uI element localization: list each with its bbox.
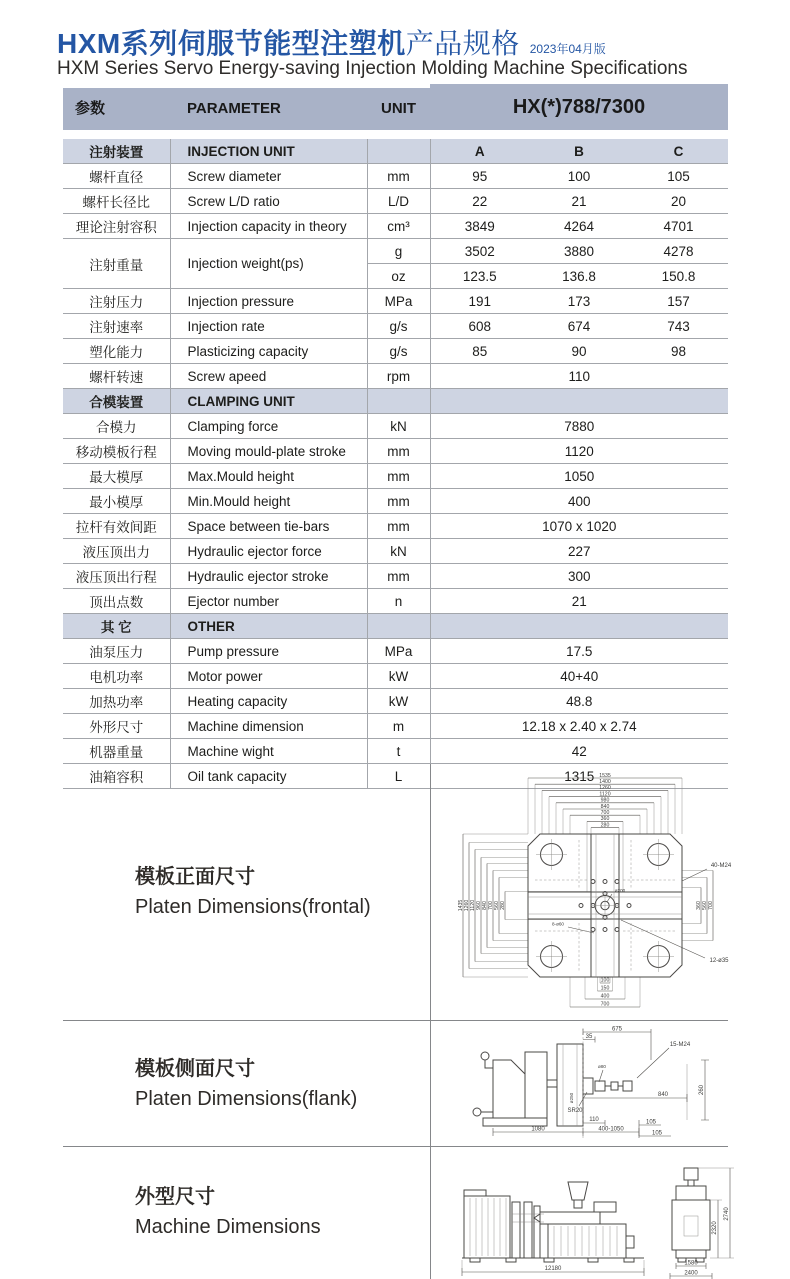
cell-empty [430,614,728,639]
spec-row [63,339,728,364]
unit: mm [367,514,430,539]
unit: g/s [367,314,430,339]
dim-label: 100 [600,977,610,984]
val-span: 1120 [430,439,728,464]
page-subtitle-en: HXM Series Servo Energy-saving Injection Molding Machine Specifications [57,58,688,79]
section-en: OTHER [170,614,367,639]
param-en: Injection pressure [170,289,367,314]
hole-spec-label: 12-ø35 [709,958,729,964]
param-en: Plasticizing capacity [170,339,367,364]
cell-empty [367,389,430,414]
cell-empty [367,139,430,164]
header-param-en: PARAMETER [187,100,281,117]
param-en: Min.Mould height [170,489,367,514]
section-cn: 合模装置 [63,389,170,414]
val-a: 3502 [430,239,529,264]
dim-label: 280 [499,901,506,910]
platen-outline [528,834,682,977]
header-model-number: HX(*)788/7300 [512,96,646,118]
param-en: Motor power [170,664,367,689]
dim-label: 560 [701,901,708,910]
unit: MPa [367,639,430,664]
machine-end-view [672,1168,710,1262]
param-en: Ejector number [170,589,367,614]
unit: L [367,764,430,789]
param-cn: 合模力 [63,414,170,439]
param-cn: 油泵压力 [63,639,170,664]
flank-section-label [135,1052,357,1111]
dim-label: 980 [600,797,610,804]
spec-row [63,439,728,464]
variant-col-b: B [529,139,629,164]
spec-row [63,414,728,439]
param-cn: 注射压力 [63,289,170,314]
frontal-platen-drawing [455,770,745,1016]
val-b: 136.8 [529,264,629,289]
param-cn: 移动模板行程 [63,439,170,464]
dim-label: 675 [611,1026,623,1033]
header-unit: UNIT [381,100,416,117]
dim-label: ø80 [598,1064,606,1069]
param-en: Machine wight [170,739,367,764]
unit: g/s [367,339,430,364]
param-en: Hydraulic ejector stroke [170,564,367,589]
spec-row [63,164,728,189]
dim-label: 1580 [684,1260,698,1267]
param-cn: 螺杆直径 [63,164,170,189]
val-b: 3880 [529,239,629,264]
param-en: Moving mould-plate stroke [170,439,367,464]
dim-label: 1080 [531,1126,545,1133]
val-b: 4264 [529,214,629,239]
unit: g [367,239,430,264]
val-c: 4701 [629,214,728,239]
spec-row [63,314,728,339]
bolt-spec-label: 15-M24 [669,1042,691,1048]
section-row-other [63,614,728,639]
val-c: 105 [629,164,728,189]
center-dia-label: ø200 [614,888,626,893]
param-cn: 机器重量 [63,739,170,764]
dim-label: 105 [645,1119,657,1126]
spec-row [63,189,728,214]
val-a: 123.5 [430,264,529,289]
val-span: 110 [430,364,728,389]
spec-row [63,289,728,314]
flank-label-cn: 模板侧面尺寸 [135,1058,255,1080]
param-en: Oil tank capacity [170,764,367,789]
val-a: 95 [430,164,529,189]
val-b: 100 [529,164,629,189]
section-en: INJECTION UNIT [170,139,367,164]
dim-label: 150 [600,985,610,992]
val-b: 674 [529,314,629,339]
param-cn: 顶出点数 [63,589,170,614]
dim-label: 700 [487,901,494,910]
title-main-cn: HXM系列伺服节能型注塑机 [57,28,406,59]
val-span: 48.8 [430,689,728,714]
param-en: Pump pressure [170,639,367,664]
dim-label: 1260 [599,785,611,792]
unit: L/D [367,189,430,214]
val-span: 400 [430,489,728,514]
spec-row [63,589,728,614]
param-cn: 理论注射容积 [63,214,170,239]
frontal-section-label [135,860,371,919]
val-span: 1050 [430,464,728,489]
spec-row [63,689,728,714]
unit: kW [367,664,430,689]
val-c: 157 [629,289,728,314]
dim-label: SR20 [567,1108,583,1114]
spec-row [63,539,728,564]
cell-empty [367,614,430,639]
param-cn: 液压顶出行程 [63,564,170,589]
unit: n [367,589,430,614]
spec-row [63,464,728,489]
spec-row [63,214,728,239]
machine-section-label [135,1180,321,1239]
spec-row [63,564,728,589]
unit: mm [367,439,430,464]
dim-label: 110 [589,1117,599,1123]
section-cn: 其 它 [63,614,170,639]
val-span: 17.5 [430,639,728,664]
val-span: 42 [430,739,728,764]
param-en: Space between tie-bars [170,514,367,539]
spec-row [63,714,728,739]
dim-label: 840 [657,1092,669,1098]
dim-label: 1260 [463,899,470,912]
val-span: 7880 [430,414,728,439]
dim-label: 960 [475,901,482,910]
val-c: 20 [629,189,728,214]
val-b: 173 [529,289,629,314]
spec-row [63,739,728,764]
spec-row [63,239,728,264]
spec-row [63,489,728,514]
dim-label: 2740 [724,1207,730,1221]
unit: mm [367,489,430,514]
spec-row [63,639,728,664]
flank-platen-drawing [465,1024,735,1144]
param-cn: 液压顶出力 [63,539,170,564]
param-en: Injection capacity in theory [170,214,367,239]
unit: mm [367,464,430,489]
param-cn: 塑化能力 [63,339,170,364]
val-b: 21 [529,189,629,214]
unit: rpm [367,364,430,389]
val-c: 743 [629,314,728,339]
val-span: 227 [430,539,728,564]
param-en: Hydraulic ejector force [170,539,367,564]
val-a: 3849 [430,214,529,239]
dim-label: 1435 [457,899,464,912]
section-en: CLAMPING UNIT [170,389,367,414]
dim-label: 1400 [599,779,611,785]
val-span: 1315 [430,764,728,789]
diagram-row-divider [63,1146,728,1147]
dim-label: 2320 [712,1221,718,1235]
dim-label: 280 [600,822,610,829]
hole-spec-label: 8-ø60 [551,921,565,927]
spec-row [63,364,728,389]
machine-label-en: Machine Dimensions [135,1216,321,1238]
dim-label: 840 [600,803,610,810]
unit: oz [367,264,430,289]
dim-label: 840 [481,901,488,910]
diagram-column-divider [430,764,431,1279]
param-cn: 最小模厚 [63,489,170,514]
param-cn: 螺杆长径比 [63,189,170,214]
param-cn: 外形尺寸 [63,714,170,739]
dim-label: 560 [493,901,500,910]
machine-label-cn: 外型尺寸 [135,1186,215,1208]
machine-dimensions-drawing [448,1156,748,1279]
variant-col-a: A [430,139,529,164]
unit: kN [367,414,430,439]
diagram-row-divider [63,1020,728,1021]
dim-label: 360 [695,901,702,910]
version-label: 2023年04月版 [529,42,606,56]
param-cn: 拉杆有效间距 [63,514,170,539]
param-en: Screw apeed [170,364,367,389]
flank-label-en: Platen Dimensions(flank) [135,1088,358,1110]
cell-empty [430,389,728,414]
unit: mm [367,164,430,189]
dim-label: 105 [651,1130,663,1137]
page-title [57,22,606,62]
val-c: 98 [629,339,728,364]
param-en: Injection weight(ps) [170,239,367,289]
val-span: 12.18 x 2.40 x 2.74 [430,714,728,739]
dim-label: 260 [699,1084,705,1096]
dim-label: 700 [707,901,714,910]
dim-label: 2400 [684,1270,698,1277]
section-row-clamping [63,389,728,414]
val-span: 21 [430,589,728,614]
unit: kN [367,539,430,564]
param-cn: 注射重量 [63,239,170,289]
val-b: 90 [529,339,629,364]
dim-label: 400-1050 [598,1126,624,1133]
val-span: 1070 x 1020 [430,514,728,539]
dim-label: 1120 [599,791,611,798]
param-en: Screw diameter [170,164,367,189]
param-cn: 最大模厚 [63,464,170,489]
dim-label: 1535 [599,772,611,779]
bolt-spec-label: 40-M24 [710,863,732,869]
spec-table [63,139,728,792]
param-cn: 加热功率 [63,689,170,714]
val-span: 40+40 [430,664,728,689]
param-cn: 油箱容积 [63,764,170,789]
val-a: 85 [430,339,529,364]
spec-row [63,514,728,539]
dim-label: 700 [600,810,610,816]
param-en: Machine dimension [170,714,367,739]
unit: kW [367,689,430,714]
header-param-cn: 参数 [75,100,106,117]
section-cn: 注射装置 [63,139,170,164]
dim-label: 700 [600,1001,610,1008]
param-cn: 电机功率 [63,664,170,689]
dim-label: 400 [600,993,610,1000]
param-en: Heating capacity [170,689,367,714]
param-en: Max.Mould height [170,464,367,489]
unit: MPa [367,289,430,314]
variant-col-c: C [629,139,728,164]
machine-side-view [462,1182,644,1262]
val-c: 150.8 [629,264,728,289]
dim-label: 35 [585,1033,593,1040]
val-a: 22 [430,189,529,214]
dim-label: ø250 [569,1092,574,1104]
unit: mm [367,564,430,589]
dim-label: 12180 [544,1266,562,1272]
val-c: 4278 [629,239,728,264]
frontal-label-cn: 模板正面尺寸 [135,866,255,888]
param-cn: 注射速率 [63,314,170,339]
val-a: 608 [430,314,529,339]
param-en: Screw L/D ratio [170,189,367,214]
spec-row [63,664,728,689]
unit: m [367,714,430,739]
dim-label: 1120 [469,899,476,912]
param-en: Clamping force [170,414,367,439]
unit: t [367,739,430,764]
unit: cm³ [367,214,430,239]
dim-label: 360 [600,816,610,823]
val-a: 191 [430,289,529,314]
frontal-label-en: Platen Dimensions(frontal) [135,896,371,918]
title-sub-cn: 产品规格 [405,28,520,59]
val-span: 300 [430,564,728,589]
param-cn: 螺杆转速 [63,364,170,389]
section-row-injection [63,139,728,164]
param-en: Injection rate [170,314,367,339]
